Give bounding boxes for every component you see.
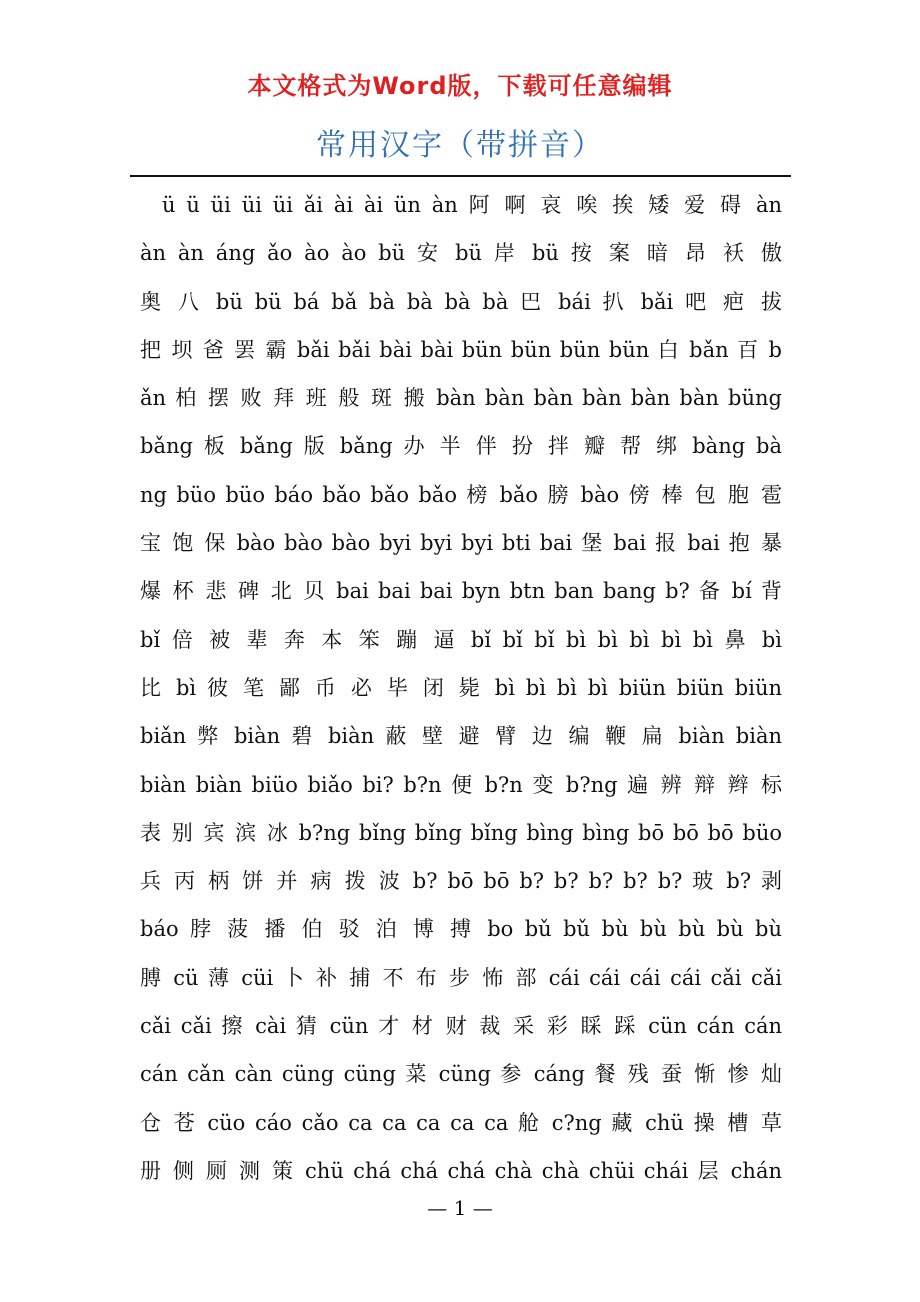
text-line: 奥 八 bü bü bá bǎ bà bà bà bà 巴 bái 扒 bǎi 吧 疤 拔 xyxy=(140,289,782,314)
text-line: ng büo büo báo bǎo bǎo bǎo 榜 bǎo 膀 bào 傍 棒 包 胞 雹 xyxy=(140,482,782,507)
title-divider xyxy=(130,175,791,177)
text-line: 把 坝 爸 罢 霸 bǎi bǎi bài bài bün bün bün bün 白 bǎn 百 b xyxy=(140,337,782,362)
page-number: — 1 — xyxy=(427,1196,493,1220)
text-line: cán cǎn càn cüng cüng 菜 cüng 参 cáng 餐 残 蚕 惭 惨 灿 xyxy=(140,1062,782,1087)
text-line: 比 bì 彼 笔 鄙 币 必 毕 闭 毙 bì bì bì bì biün biün biün xyxy=(140,675,782,700)
text-line: 膊 cü 薄 cüi 卜 补 捕 不 布 步 怖 部 cái cái cái cái cǎi cǎi xyxy=(140,965,782,990)
text-line: ǎn 柏 摆 败 拜 班 般 斑 搬 bàn bàn bàn bàn bàn bàn büng xyxy=(140,386,782,411)
text-line: bǐ 倍 被 辈 奔 本 笨 蹦 逼 bǐ bǐ bǐ bì bì bì bì bì 鼻 bì xyxy=(140,627,782,652)
text-line: báo 脖 菠 播 伯 驳 泊 博 搏 bo bǔ bǔ bù bù bù bù bù xyxy=(140,917,782,942)
text-line: bǎng 板 bǎng 版 bǎng 办 半 伴 扮 拌 瓣 帮 绑 bàng bà xyxy=(140,434,782,459)
text-line: 仓 苍 cüo cáo cǎo ca ca ca ca ca 舱 c?ng 藏 chü 操 槽 草 xyxy=(140,1110,782,1135)
text-line: biǎn 弊 biàn 碧 biàn 蔽 壁 避 臂 边 编 鞭 扁 biàn biàn xyxy=(140,724,782,749)
text-line: 册 侧 厕 测 策 chü chá chá chá chà chà chüi chái 层 chán xyxy=(140,1158,782,1183)
text-line: 宝 饱 保 bào bào bào byi byi byi bti bai 堡 bai 报 bai 抱 暴 xyxy=(140,531,782,556)
download-banner: 本文格式为Word版，下载可任意编辑 xyxy=(247,72,673,100)
text-line: ü ü üi üi üi ǎi ài ài ün àn 阿 啊 哀 唉 挨 矮 爱 碍 àn xyxy=(162,193,782,217)
text-line: àn àn áng ǎo ào ào bü 安 bü 岸 bü 按 案 暗 昂 袄 傲 xyxy=(140,241,782,266)
text-line: cǎi cǎi 擦 cài 猜 cün 才 材 财 裁 采 彩 睬 踩 cün cán cán xyxy=(140,1014,782,1039)
document-body xyxy=(140,186,782,1200)
text-line: 兵 丙 柄 饼 并 病 拨 波 b? bō bō b? b? b? b? b? 玻 b? 剥 xyxy=(140,869,782,894)
page-title: 常用汉字（带拼音） xyxy=(316,128,604,163)
text-line: 表 别 宾 滨 冰 b?ng bǐng bǐng bǐng bìng bìng bō bō bō büo xyxy=(140,820,782,845)
text-line: 爆 杯 悲 碑 北 贝 bai bai bai byn btn ban bang b? 备 bí 背 xyxy=(140,579,782,604)
text-line: biàn biàn biüo biǎo bi? b?n 便 b?n 变 b?ng 遍 辨 辩 辫 标 xyxy=(140,772,782,797)
